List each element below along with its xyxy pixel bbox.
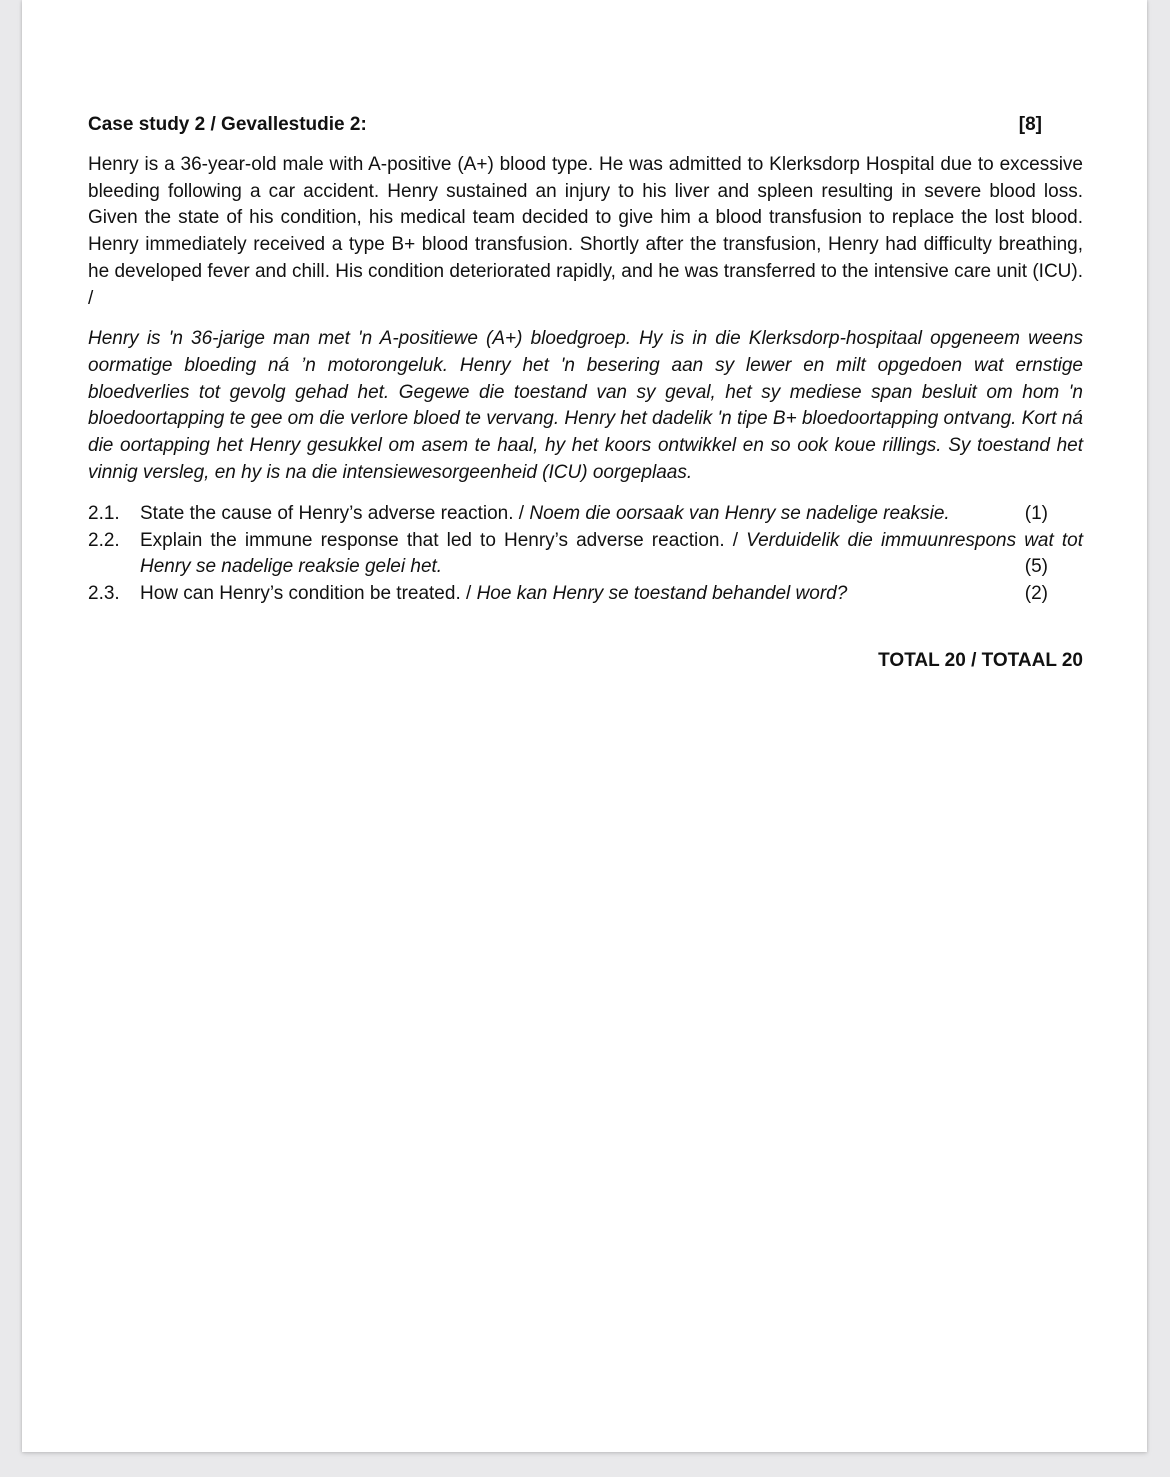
document-page <box>22 0 1147 1452</box>
total-marks: TOTAL 20 / TOTAAL 20 <box>878 650 1083 672</box>
case-study-heading <box>88 112 1083 138</box>
question-item <box>88 581 1083 608</box>
case-study-marks: [8] <box>1018 114 1042 135</box>
question-text <box>140 501 1083 528</box>
question-text-english: How can Henry’s condition be treated. / <box>140 582 477 604</box>
question-text-english: State the cause of Henry’s adverse reaction. / <box>140 503 530 525</box>
question-text-afrikaans: Verduidelik die immuunrespons wat tot Henry se nadelige reaksie gelei het. <box>140 529 1083 578</box>
question-text-afrikaans: Hoe kan Henry se toestand behandel word? <box>476 582 848 604</box>
question-text <box>140 528 1083 581</box>
case-paragraph-afrikaans: Henry is 'n 36-jarige man met 'n A-positiewe (A+) bloedgroep. Hy is in die Klerksdorp-hospitaal opgeneem weens oormatige bloeding ná ’n motorongeluk. Henry het 'n besering aan sy lewer en milt opgedoen wat ernstige bloedverlies tot gevolg gehad het. Gegewe die toestand van sy geval, het sy mediese span besluit om hom 'n bloedoortapping te gee om die verlore bloed te vervang. Henry het dadelik 'n tipe B+ bloedoortapping ontvang. Kort ná die oortapping het Henry gesukkel om asem te haal, hy het koors ontwikkel en so ook koue rillings. Sy toestand het vinnig versleg, en hy is na die intensiewesorgeenheid (ICU) oorgeplaas. <box>88 328 1083 483</box>
question-text <box>140 581 1083 608</box>
question-item <box>88 528 1083 581</box>
question-marks: (5) <box>1024 556 1048 578</box>
question-marks: (1) <box>1024 503 1048 525</box>
question-number: 2.2. <box>88 529 120 551</box>
question-text-english: Explain the immune response that led to Henry’s adverse reaction. / <box>140 529 747 551</box>
case-study-title: Case study 2 / Gevallestudie 2: <box>88 114 367 135</box>
question-text-afrikaans: Noem die oorsaak van Henry se nadelige reaksie. <box>529 503 950 525</box>
case-paragraph-english: Henry is a 36-year-old male with A-positive (A+) blood type. He was admitted to Klerksdorp Hospital due to excessive bleeding following a car accident. Henry sustained an injury to his liver and spleen resulting in severe blood loss. Given the state of his condition, his medical team decided to give him a blood transfusion to replace the lost blood. Henry immediately received a type B+ blood transfusion. Shortly after the transfusion, Henry had difficulty breathing, he developed fever and chill. His condition deteriorated rapidly, and he was transferred to the intensive care unit (ICU). / <box>88 154 1083 309</box>
page-content <box>88 112 1083 674</box>
question-marks: (2) <box>1024 582 1048 604</box>
question-number: 2.1. <box>88 503 120 525</box>
question-list <box>88 501 1083 607</box>
question-number: 2.3. <box>88 582 120 604</box>
question-item <box>88 501 1083 528</box>
